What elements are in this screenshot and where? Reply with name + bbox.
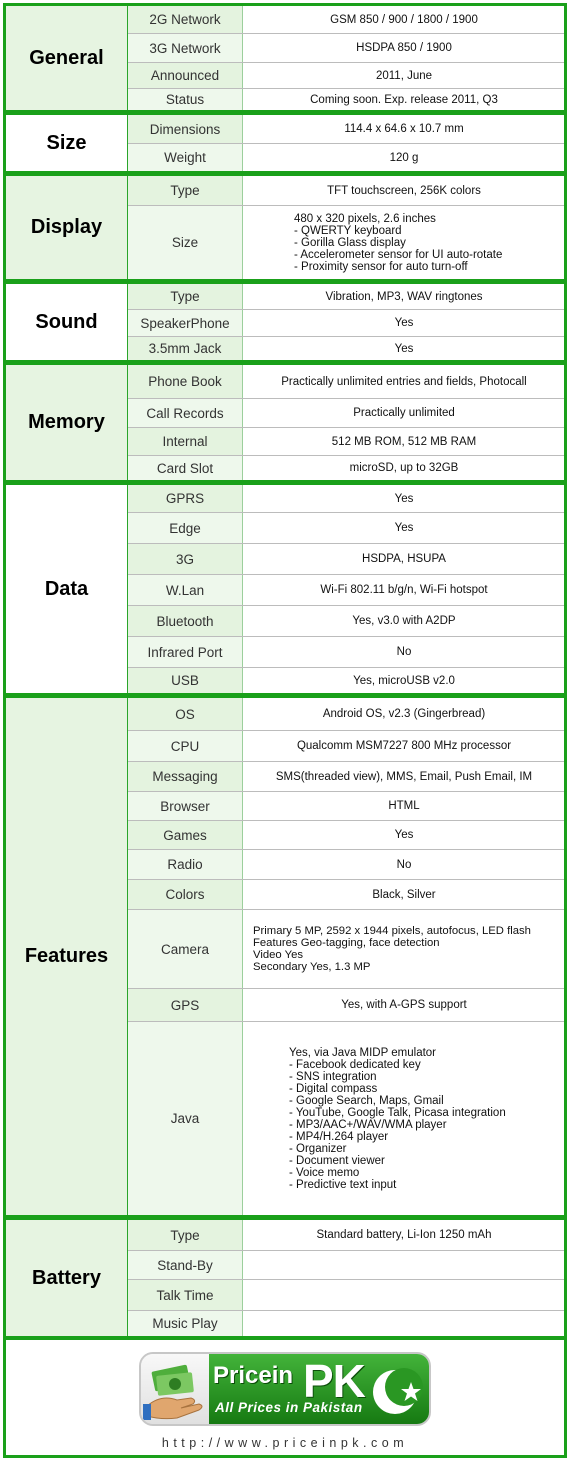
spec-row	[128, 792, 564, 821]
spec-value: Practically unlimited	[353, 407, 455, 419]
spec-row	[128, 284, 564, 310]
section-features	[3, 695, 567, 1218]
spec-value: microSD, up to 32GB	[349, 462, 459, 474]
spec-label: Talk Time	[128, 1280, 243, 1310]
spec-label: 3G Network	[128, 34, 243, 62]
spec-value: Yes	[394, 492, 414, 505]
spec-value: Android OS, v2.3 (Gingerbread)	[322, 708, 486, 720]
spec-label: Call Records	[128, 399, 243, 427]
spec-label: Bluetooth	[128, 606, 243, 636]
spec-label: Announced	[128, 63, 243, 88]
spec-value: Wi-Fi 802.11 b/g/n, Wi-Fi hotspot	[320, 584, 488, 596]
section-size	[3, 112, 567, 174]
spec-row	[128, 63, 564, 89]
spec-label: Colors	[128, 880, 243, 909]
spec-label: OS	[128, 698, 243, 730]
spec-label: Internal	[128, 428, 243, 455]
spec-row	[128, 575, 564, 606]
spec-row	[128, 850, 564, 880]
spec-value: Yes, via Java MIDP emulator - Facebook dedicated key - SNS integration - Digital compass - Google Search, Maps, Gmail - YouTube, Google Talk, Picasa integration - MP3/AAC+/WAV/WMA player - MP4/H.264 player - Organizer - Document viewer - Voice memo - Predictive text input	[289, 1046, 506, 1191]
spec-value: TFT touchscreen, 256K colors	[327, 184, 481, 197]
spec-row	[128, 1251, 564, 1280]
spec-value: Yes	[394, 522, 414, 534]
spec-value: Yes	[394, 342, 414, 355]
spec-row	[128, 606, 564, 637]
spec-value: Primary 5 MP, 2592 x 1944 pixels, autofocus, LED flash Features Geo-tagging, face detection Video Yes Secondary Yes, 1.3 MP	[253, 925, 531, 973]
spec-row	[128, 637, 564, 668]
spec-row	[128, 206, 564, 279]
logo-left-panel	[141, 1354, 209, 1424]
logo-tagline: All Prices in Pakistan	[215, 1400, 363, 1415]
category-label: Memory	[6, 365, 128, 480]
spec-label: Card Slot	[128, 456, 243, 480]
spec-row	[128, 144, 564, 171]
spec-row	[128, 668, 564, 693]
spec-row	[128, 698, 564, 731]
spec-value: 120 g	[389, 151, 419, 164]
spec-label: 3G	[128, 544, 243, 574]
spec-row	[128, 880, 564, 910]
spec-label: 2G Network	[128, 6, 243, 33]
spec-value: HSDPA, HSUPA	[362, 553, 446, 565]
spec-row	[128, 6, 564, 34]
spec-value: 2011, June	[375, 69, 433, 82]
site-logo[interactable]	[139, 1352, 431, 1426]
spec-row	[128, 485, 564, 513]
section-general	[3, 3, 567, 113]
logo-brand-text: Pricein	[213, 1362, 294, 1389]
spec-label: Weight	[128, 144, 243, 171]
spec-row	[128, 365, 564, 399]
spec-row	[128, 1311, 564, 1336]
spec-value: Yes, with A-GPS support	[341, 999, 467, 1011]
spec-label: Type	[128, 284, 243, 309]
spec-value: Black, Silver	[372, 888, 436, 901]
logo-pk-text: PK	[303, 1355, 365, 1407]
spec-value: HSDPA 850 / 1900	[356, 42, 452, 54]
spec-label: Messaging	[128, 762, 243, 791]
category-label: Features	[6, 698, 128, 1215]
spec-row	[128, 910, 564, 989]
spec-value: GSM 850 / 900 / 1800 / 1900	[330, 13, 478, 26]
spec-value: Practically unlimited entries and fields, Photocall	[281, 375, 527, 388]
site-url-link[interactable]: http://www.priceinpk.com	[161, 1436, 409, 1450]
spec-label: W.Lan	[128, 575, 243, 605]
spec-label: Status	[128, 89, 243, 110]
spec-value: Yes	[394, 317, 414, 329]
spec-value: 512 MB ROM, 512 MB RAM	[331, 435, 477, 448]
spec-value: 480 x 320 pixels, 2.6 inches - QWERTY keyboard - Gorilla Glass display - Accelerometer sensor for UI auto-rotate - Proximity sensor for auto turn-off	[294, 212, 503, 273]
category-label: Battery	[6, 1220, 128, 1336]
spec-value: Yes	[394, 829, 414, 841]
spec-row	[128, 176, 564, 206]
spec-row	[128, 337, 564, 360]
footer	[3, 1337, 567, 1458]
spec-label: GPS	[128, 989, 243, 1021]
category-label: General	[6, 6, 128, 110]
category-label: Size	[6, 115, 128, 171]
spec-label: Music Play	[128, 1311, 243, 1336]
spec-row	[128, 399, 564, 428]
category-label: Sound	[6, 284, 128, 360]
spec-label: 3.5mm Jack	[128, 337, 243, 360]
spec-label: Edge	[128, 513, 243, 543]
spec-label: SpeakerPhone	[128, 310, 243, 336]
section-display	[3, 173, 567, 282]
spec-value: Yes, v3.0 with A2DP	[352, 615, 456, 627]
spec-value: HTML	[388, 800, 420, 812]
spec-label: Java	[128, 1022, 243, 1215]
section-battery	[3, 1217, 567, 1339]
spec-value: No	[396, 858, 412, 871]
spec-label: GPRS	[128, 485, 243, 512]
spec-value: 114.4 x 64.6 x 10.7 mm	[344, 123, 464, 135]
spec-label: Type	[128, 1220, 243, 1250]
spec-value	[244, 1251, 564, 1279]
spec-label: CPU	[128, 731, 243, 761]
spec-row	[128, 731, 564, 762]
spec-value: SMS(threaded view), MMS, Email, Push Email, IM	[275, 770, 533, 783]
spec-value: Qualcomm MSM7227 800 MHz processor	[296, 740, 512, 752]
spec-label: Camera	[128, 910, 243, 988]
spec-value	[244, 1280, 564, 1310]
spec-label: Size	[128, 206, 243, 279]
spec-label: USB	[128, 668, 243, 693]
crescent-star-icon	[371, 1360, 427, 1420]
spec-row	[128, 1280, 564, 1311]
category-label: Data	[6, 485, 128, 693]
spec-label: Phone Book	[128, 365, 243, 398]
spec-row	[128, 34, 564, 63]
spec-row	[128, 310, 564, 337]
spec-label: Infrared Port	[128, 637, 243, 667]
spec-value: Standard battery, Li-Ion 1250 mAh	[316, 1229, 492, 1241]
spec-label: Browser	[128, 792, 243, 820]
section-memory	[3, 362, 567, 483]
spec-row	[128, 115, 564, 144]
spec-value: Coming soon. Exp. release 2011, Q3	[310, 93, 498, 106]
spec-row	[128, 513, 564, 544]
spec-label: Radio	[128, 850, 243, 879]
spec-value: Vibration, MP3, WAV ringtones	[325, 290, 483, 303]
spec-value: No	[396, 646, 412, 658]
spec-row	[128, 1220, 564, 1251]
spec-row	[128, 428, 564, 456]
spec-row	[128, 762, 564, 792]
spec-row	[128, 989, 564, 1022]
spec-row	[128, 821, 564, 850]
category-label: Display	[6, 176, 128, 279]
spec-value: Yes, microUSB v2.0	[353, 674, 455, 687]
spec-label: Type	[128, 176, 243, 205]
spec-row	[128, 456, 564, 480]
spec-label: Stand-By	[128, 1251, 243, 1279]
spec-label: Games	[128, 821, 243, 849]
spec-row	[128, 89, 564, 110]
section-sound	[3, 281, 567, 363]
money-hand-icon	[141, 1354, 209, 1426]
spec-value	[244, 1311, 564, 1336]
spec-row	[128, 1022, 564, 1215]
spec-label: Dimensions	[128, 115, 243, 143]
section-data	[3, 482, 567, 696]
spec-row	[128, 544, 564, 575]
